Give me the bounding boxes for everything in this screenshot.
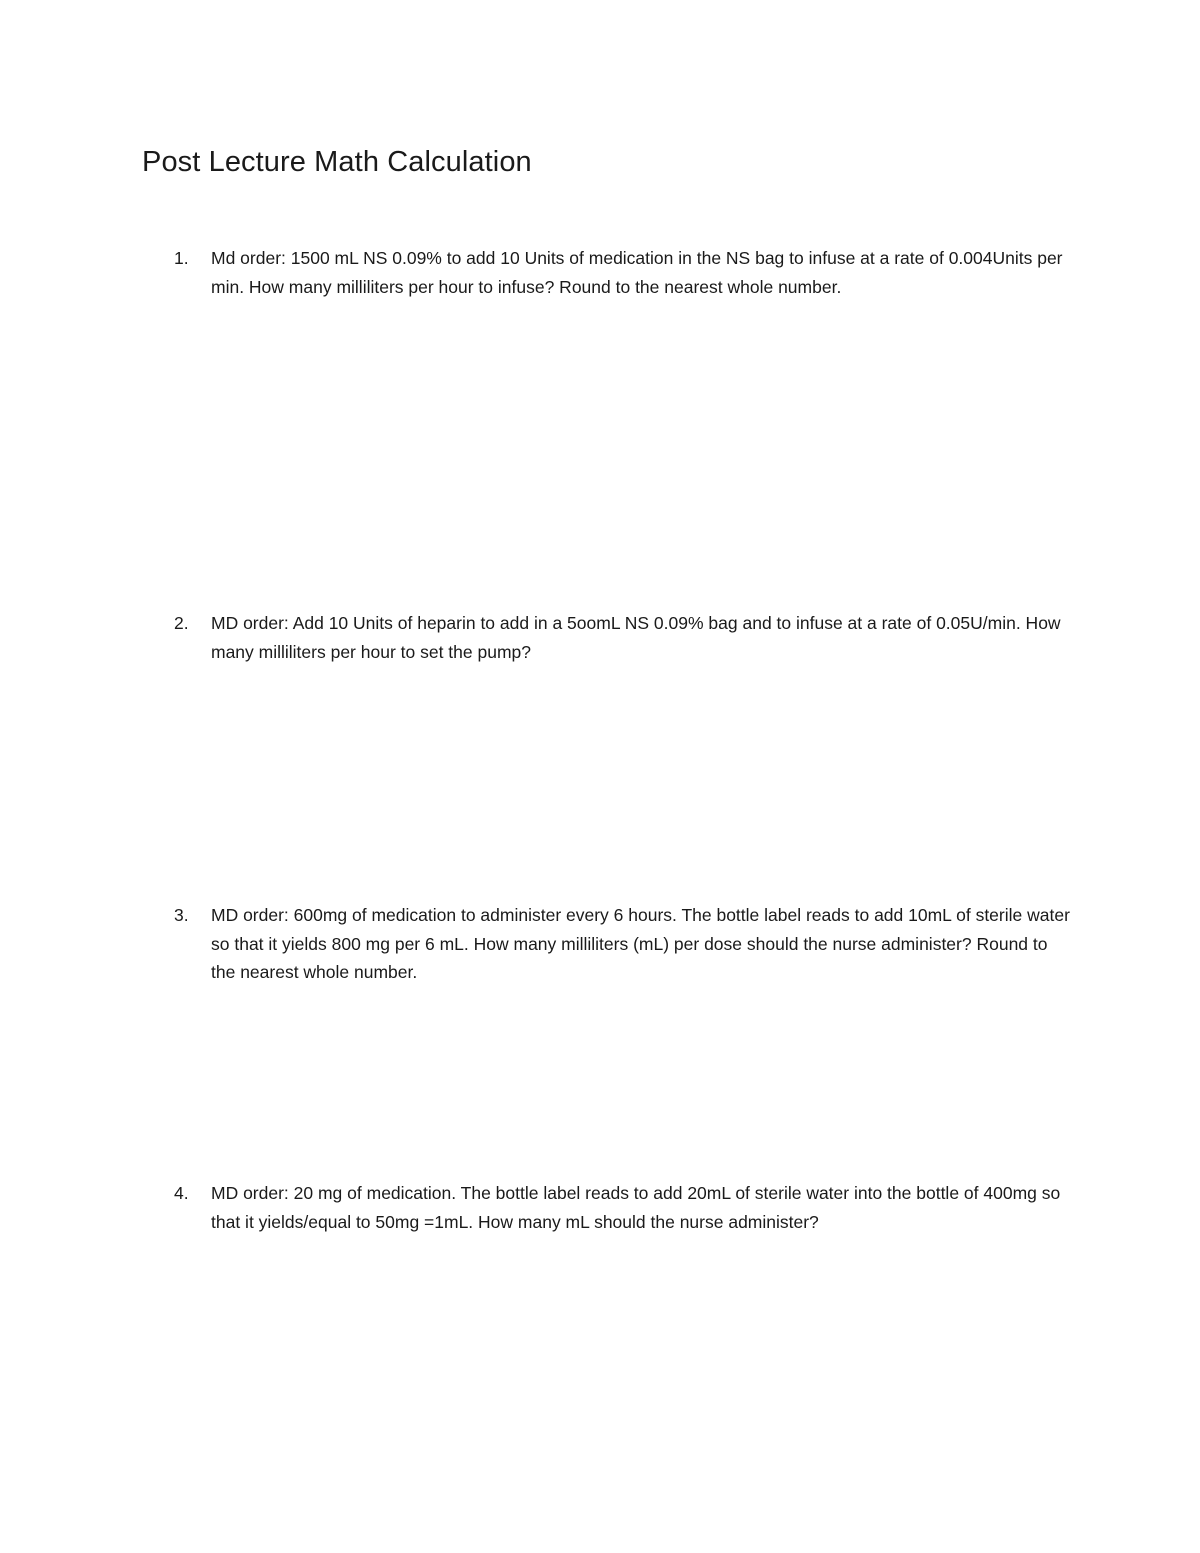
question-number: 2.	[174, 613, 189, 633]
question-number: 3.	[174, 905, 189, 925]
question-text: MD order: Add 10 Units of heparin to add in a 5oomL NS 0.09% bag and to infuse at a rate of 0.05U/min. How many milliliters per hour to set the pump?	[211, 613, 1061, 662]
question-1	[174, 244, 1074, 301]
question-3	[174, 901, 1074, 987]
question-number: 4.	[174, 1183, 189, 1203]
question-2	[174, 609, 1074, 666]
question-text: MD order: 20 mg of medication. The bottle label reads to add 20mL of sterile water into the bottle of 400mg so that it yields/equal to 50mg =1mL. How many mL should the nurse administer?	[211, 1183, 1061, 1232]
question-4	[174, 1179, 1074, 1236]
question-text: MD order: 600mg of medication to administer every 6 hours. The bottle label reads to add 10mL of sterile water so that it yields 800 mg per 6 mL. How many milliliters (mL) per dose should the nurse administer? Round to the nearest whole number.	[211, 905, 1070, 982]
page-title: Post Lecture Math Calculation	[142, 146, 532, 178]
question-number: 1.	[174, 248, 189, 268]
question-text: Md order: 1500 mL NS 0.09% to add 10 Units of medication in the NS bag to infuse at a rate of 0.004Units per min. How many milliliters per hour to infuse? Round to the nearest whole number.	[211, 248, 1063, 297]
